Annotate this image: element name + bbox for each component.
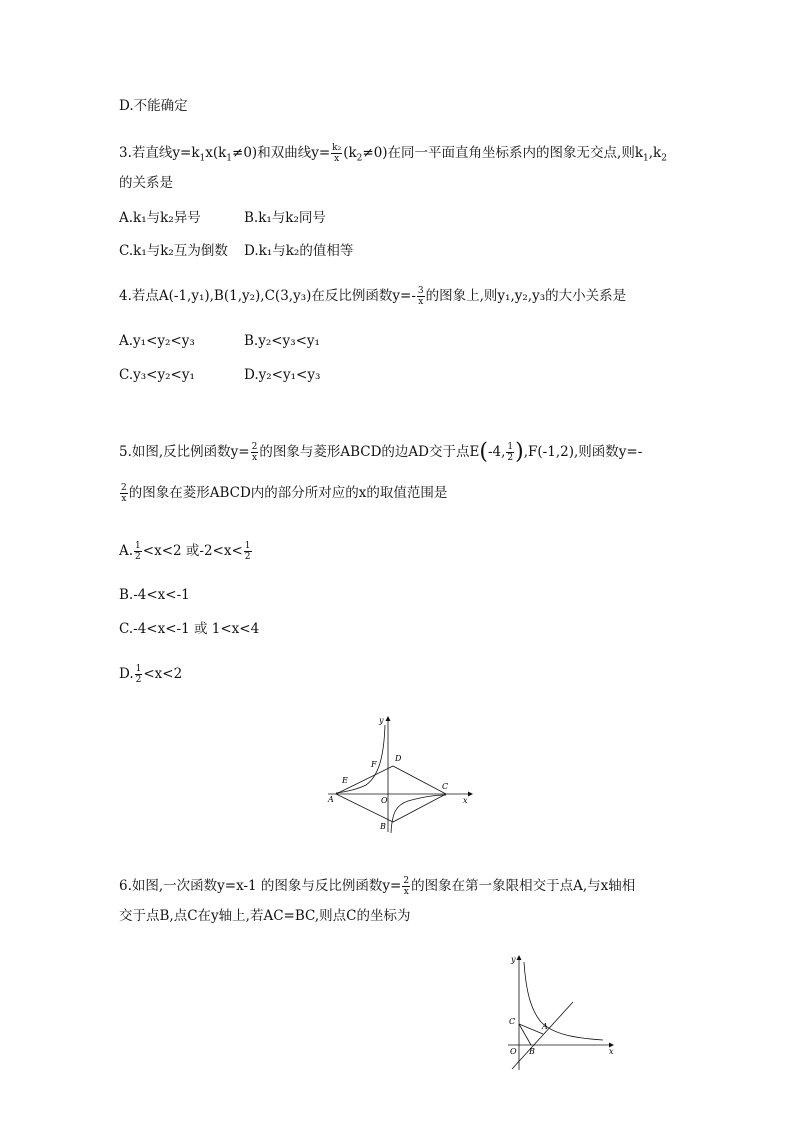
q5-e-frac-num: 1 <box>507 442 514 452</box>
q3-stem-h: ≠0)在同一平面直角坐标系内的图象无交点,则k <box>362 145 644 161</box>
q3-stem-f: (k <box>343 145 357 161</box>
q5-e-coord-a: -4, <box>487 444 506 460</box>
q6-label-a: A <box>542 1022 548 1031</box>
q5-stem-b: 的图象与菱形ABCD的边AD交于点E <box>259 444 480 460</box>
q5-option-a-frac1 <box>134 541 142 562</box>
q6-line <box>512 1002 573 1069</box>
q5-label-y: y <box>379 716 384 725</box>
q6-label-x: x <box>609 1047 614 1056</box>
q6-segment-cb <box>519 1024 531 1045</box>
q3-stem-d: 1 <box>226 153 233 164</box>
q5-label-d: D <box>395 754 402 763</box>
q3-option-a: A.k₁与k₂异号 <box>119 210 201 226</box>
q4-fraction <box>417 286 425 307</box>
q5-label-x: x <box>463 796 468 805</box>
q5-option-b: B.-4<x<-1 <box>119 587 190 603</box>
q3-stem-e: ≠0)和双曲线y= <box>232 145 331 161</box>
q5-fraction-2 <box>120 483 128 504</box>
q5-e-fraction <box>506 442 514 463</box>
q6-hyperbola <box>524 962 603 1040</box>
q6-stem <box>119 876 635 897</box>
q5-option-a-f1n: 1 <box>135 541 141 551</box>
q6-stem-line2: 交于点B,点C在y轴上,若AC=BC,则点C的坐标为 <box>119 908 411 924</box>
q5-option-d-2: <x<2 <box>143 666 183 682</box>
q5-option-a-f2d: 2 <box>244 552 251 562</box>
q3-frac-den: x <box>334 154 340 164</box>
q3-option-c: C.k₁与k₂互为倒数 <box>119 243 228 259</box>
q5-option-d-fn: 1 <box>135 664 142 674</box>
q3-stem-k: 2 <box>661 153 667 164</box>
q6-fraction <box>402 876 410 897</box>
q5-hyperbola-branch-4 <box>391 795 446 833</box>
q3-stem-j: ,k <box>648 145 662 161</box>
q3-stem <box>119 143 667 169</box>
q4-stem-a: 4.若点A(-1,y₁),B(1,y₂),C(3,y₃)在反比例函数y=- <box>119 288 416 304</box>
q5-option-a-2: <x<2 或-2<x< <box>142 543 243 559</box>
q5-e-frac-den: 2 <box>507 453 514 463</box>
q5-y-arrow <box>386 716 391 721</box>
q3-stem-line2: 的关系是 <box>119 175 173 191</box>
q5-paren-open: ( <box>479 439 488 465</box>
q4-option-d: D.y₂<y₁<y₃ <box>244 367 321 383</box>
q5-label-c: C <box>442 782 449 791</box>
q5-label-a: A <box>328 795 334 804</box>
q5-frac2-den: x <box>121 494 127 504</box>
q5-fraction-1 <box>251 442 259 463</box>
q5-option-c: C.-4<x<-1 或 1<x<4 <box>119 621 260 637</box>
q5-option-a-frac2 <box>244 541 252 562</box>
q5-x-arrow <box>468 792 473 797</box>
q5-label-o: O <box>381 796 388 805</box>
q3-stem-a: 3.若直线y=k <box>119 145 200 161</box>
q5-option-a <box>119 541 253 562</box>
q6-frac-num: 2 <box>403 876 410 886</box>
q4-stem <box>119 286 626 307</box>
q5-label-b: B <box>380 822 386 831</box>
q5-stem-d: 的图象在菱形ABCD内的部分所对应的x的取值范围是 <box>128 485 448 501</box>
q5-stem-c: ,F(-1,2),则函数y=- <box>523 444 643 460</box>
q5-option-a-1: A. <box>119 543 134 559</box>
q4-option-c: C.y₃<y₂<y₁ <box>119 367 195 383</box>
q5-frac2-num: 2 <box>121 483 127 493</box>
q3-fraction <box>331 143 342 164</box>
q6-figure <box>503 952 617 1072</box>
q4-option-a: A.y₁<y₂<y₃ <box>119 333 195 349</box>
q4-frac-num: 3 <box>417 286 424 296</box>
q4-stem-b: 的图象上,则y₁,y₂,y₃的大小关系是 <box>425 288 627 304</box>
q6-y-arrow <box>517 955 522 960</box>
q3-stem-i: 1 <box>643 153 649 164</box>
q2-option-d: D.不能确定 <box>119 98 188 114</box>
q5-paren-close: ) <box>515 439 524 465</box>
q5-option-d <box>119 664 182 685</box>
q5-stem <box>119 439 643 465</box>
q3-frac-num: k₂ <box>332 143 342 153</box>
q3-option-b: B.k₁与k₂同号 <box>244 210 326 226</box>
q6-label-b: B <box>529 1047 535 1056</box>
q6-stem-a: 6.如图,一次函数y=x-1 的图象与反比例函数y= <box>119 878 402 894</box>
q5-label-f: F <box>371 760 377 769</box>
q5-frac1-den: x <box>251 453 258 463</box>
q3-stem-c: x(k <box>205 145 227 161</box>
q6-stem-b: 的图象在第一象限相交于点A,与x轴相 <box>411 878 636 894</box>
q5-frac1-num: 2 <box>251 442 258 452</box>
q3-stem-g: 2 <box>356 153 363 164</box>
q6-label-y: y <box>511 955 516 964</box>
q5-label-e: E <box>342 776 348 785</box>
q5-stem-a: 5.如图,反比例函数y= <box>119 444 250 460</box>
q3-stem-b: 1 <box>199 153 206 164</box>
q5-option-d-1: D. <box>119 666 134 682</box>
q5-stem-line2 <box>119 483 447 504</box>
q6-segment-ca <box>519 1024 543 1034</box>
q6-label-c: C <box>509 1017 516 1026</box>
q5-option-d-fd: 2 <box>135 675 142 685</box>
q4-option-b: B.y₂<y₃<y₁ <box>244 333 320 349</box>
q6-label-o: O <box>510 1047 517 1056</box>
q5-option-d-frac <box>135 664 143 685</box>
q5-option-a-f1d: 2 <box>135 552 141 562</box>
q4-frac-den: x <box>418 297 424 307</box>
q6-frac-den: x <box>403 887 409 897</box>
q5-option-a-f2n: 1 <box>244 541 251 551</box>
q3-option-d: D.k₁与k₂的值相等 <box>244 243 354 259</box>
q5-figure <box>322 713 474 835</box>
